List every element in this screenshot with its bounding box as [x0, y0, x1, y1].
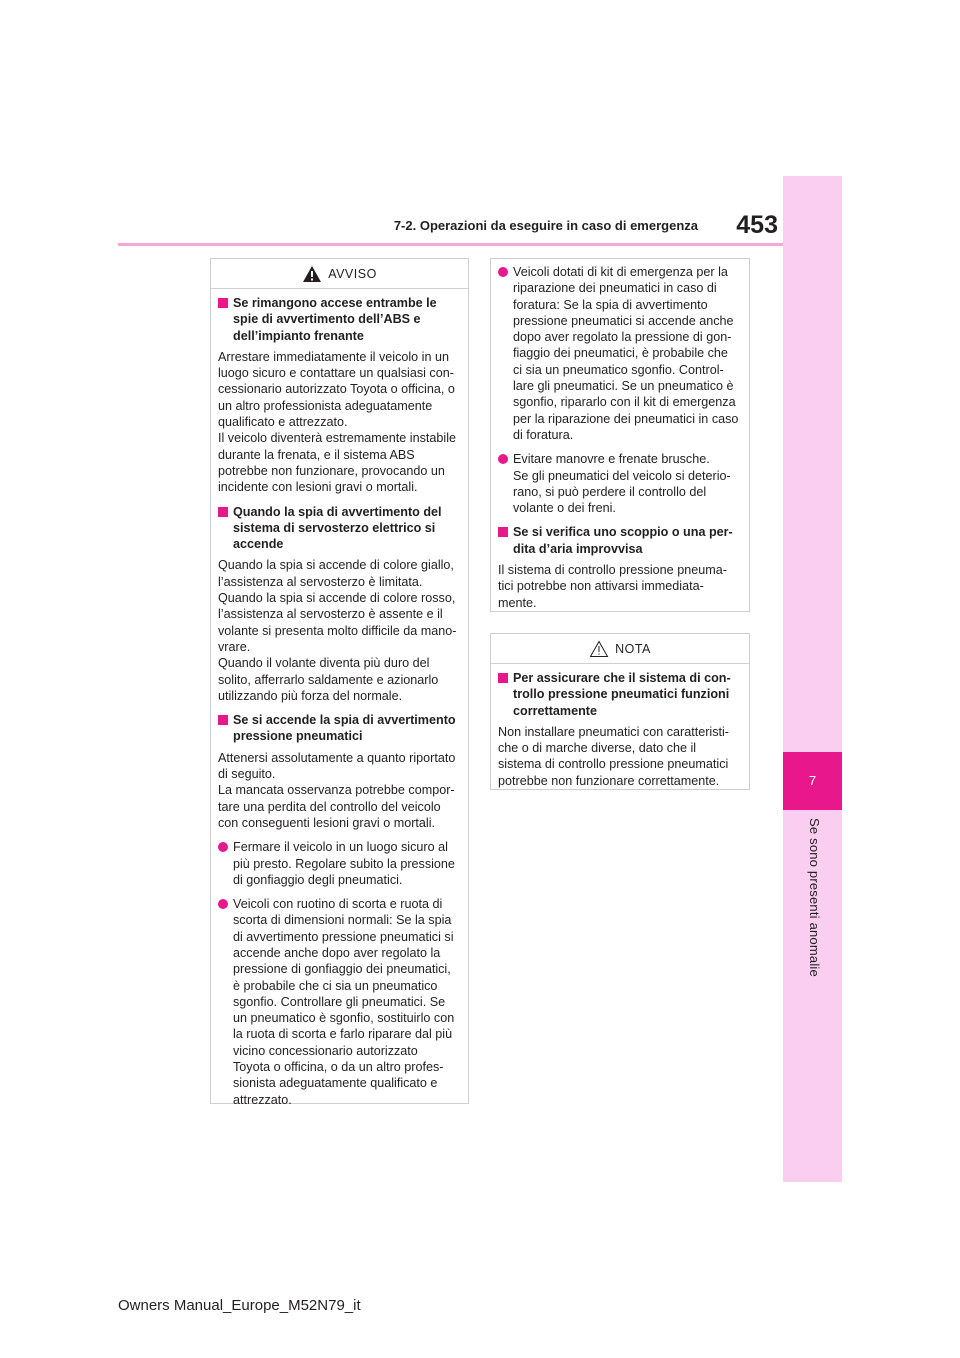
section-text: Attenersi assolutamente a quanto riportato di seguito. La mancata osservanza potrebbe compor- tare una perdita del controllo del veicolo con conseguenti lesioni gravi o mortali. — [218, 750, 456, 830]
header-divider — [118, 243, 783, 246]
square-bullet-icon — [498, 527, 508, 537]
warning-box — [210, 258, 469, 1107]
circle-bullet-icon — [218, 842, 228, 852]
square-bullet-icon — [498, 673, 508, 683]
notice-box-header — [491, 634, 749, 664]
section-heading: Se si verifica uno scoppio o una per- dita d’aria improvvisa — [513, 525, 733, 556]
section-text: Non installare pneumatici con caratteristi- che o di marche diverse, dato che il sistema di controllo pressione pneumatici potrebbe non funzionare correttamente. — [498, 724, 729, 788]
section-heading: Se rimangono accese entrambe le spie di avvertimento dell’ABS e dell’impianto frenante — [233, 296, 437, 343]
warning-section-tpms — [218, 712, 458, 745]
list-item — [218, 839, 458, 888]
notice-box-title: NOTA — [615, 641, 651, 656]
circle-bullet-icon — [218, 899, 228, 909]
list-item-text: Veicoli dotati di kit di emergenza per la riparazione dei pneumatici in caso di foratura: Se la spia di avvertimento pressione pneumatici si accende anche dopo aver regolato la pressione di gon- fiaggio dei pneumatici, è probabile che ci sia un pneumatico sgonfio. Control- lare gli pneumatici. Se un pneumatico è sgonfio, ripararlo con il kit di emergenza per la riparazione dei pneumatici in caso di foratura. — [513, 265, 739, 442]
list-item — [218, 896, 458, 1108]
list-item-text: Fermare il veicolo in un luogo sicuro al più presto. Regolare subito la pressione di gonfiaggio degli pneumatici. — [233, 840, 455, 887]
circle-bullet-icon — [498, 454, 508, 464]
warning-section-eps — [218, 504, 458, 553]
footer-manual-id: Owners Manual_Europe_M52N79_it — [118, 1297, 361, 1314]
notice-box-body — [491, 664, 749, 797]
warning-triangle-icon — [302, 265, 322, 283]
section-heading: Per assicurare che il sistema di con- trollo pressione pneumatici funzioni correttamente — [513, 671, 731, 718]
caution-triangle-icon — [589, 640, 609, 658]
warning-box-continued-body — [491, 259, 749, 619]
circle-bullet-icon — [498, 267, 508, 277]
section-text: Quando la spia si accende di colore giallo, l’assistenza al servosterzo è limitata. Quando la spia si accende di colore rosso, l’assistenza al servosterzo è assente e il volante si presenta molto difficile da mano- vrare. Quando il volante diventa più duro del solito, afferrarlo saldamente e azionarlo utilizzando più forza del normale. — [218, 558, 457, 703]
list-item — [498, 451, 739, 516]
list-item-text: Veicoli con ruotino di scorta e ruota di scorta di dimensioni normali: Se la spia di avvertimento pressione pneumatici si accende anche dopo aver regolato la pressione di gonfiaggio dei pneumatici, è probabile che ci sia un pneumatico sgonfio. Controllare gli pneumatici. Se un pneumatico è sgonfio, sostituirlo con la ruota di scorta e farlo riparare dal più vicino concessionario autorizzato Toyota o officina, o da un altro profes- sionista adeguatamente qualificato e attrezzato. — [233, 897, 455, 1107]
square-bullet-icon — [218, 507, 228, 517]
chapter-side-tab — [783, 176, 842, 1182]
warning-box-body — [211, 289, 468, 1116]
section-heading: Quando la spia di avvertimento del sistema di servosterzo elettrico si accende — [233, 504, 442, 552]
square-bullet-icon — [218, 715, 228, 725]
section-title: 7-2. Operazioni da eseguire in caso di emergenza — [393, 218, 698, 233]
square-bullet-icon — [218, 298, 228, 308]
section-text: Arrestare immediatamente il veicolo in un luogo sicuro e contattare un qualsiasi con- cessionario autorizzato Toyota o officina, o un altro professionista adeguatamente qualificato e attrezzato. Il veicolo diventerà estremamente instabile durante la frenata, e il sistema ABS potrebbe non funzionare, provocando un incidente con lesioni gravi o mortali. — [218, 349, 457, 495]
chapter-number: 7 — [783, 752, 842, 810]
warning-section-abs — [218, 295, 458, 344]
section-text: Il sistema di controllo pressione pneuma- tici potrebbe non attivarsi immediata- mente. — [498, 563, 727, 610]
notice-box — [490, 633, 750, 790]
chapter-title: Se sono presenti anomalie — [807, 818, 822, 977]
list-item — [498, 264, 739, 443]
warning-section-blowout — [498, 524, 739, 557]
notice-section-tpms — [498, 670, 739, 719]
warning-box-title: AVVISO — [328, 266, 377, 281]
warning-box-continued — [490, 258, 750, 612]
page-number: 453 — [736, 211, 778, 239]
list-item-text: Evitare manovre e frenate brusche. Se gli pneumatici del veicolo si deterio- rano, si può perdere il controllo del volante o dei freni. — [513, 452, 731, 516]
warning-box-header — [211, 259, 468, 289]
section-heading: Se si accende la spia di avvertimento pressione pneumatici — [233, 713, 456, 744]
